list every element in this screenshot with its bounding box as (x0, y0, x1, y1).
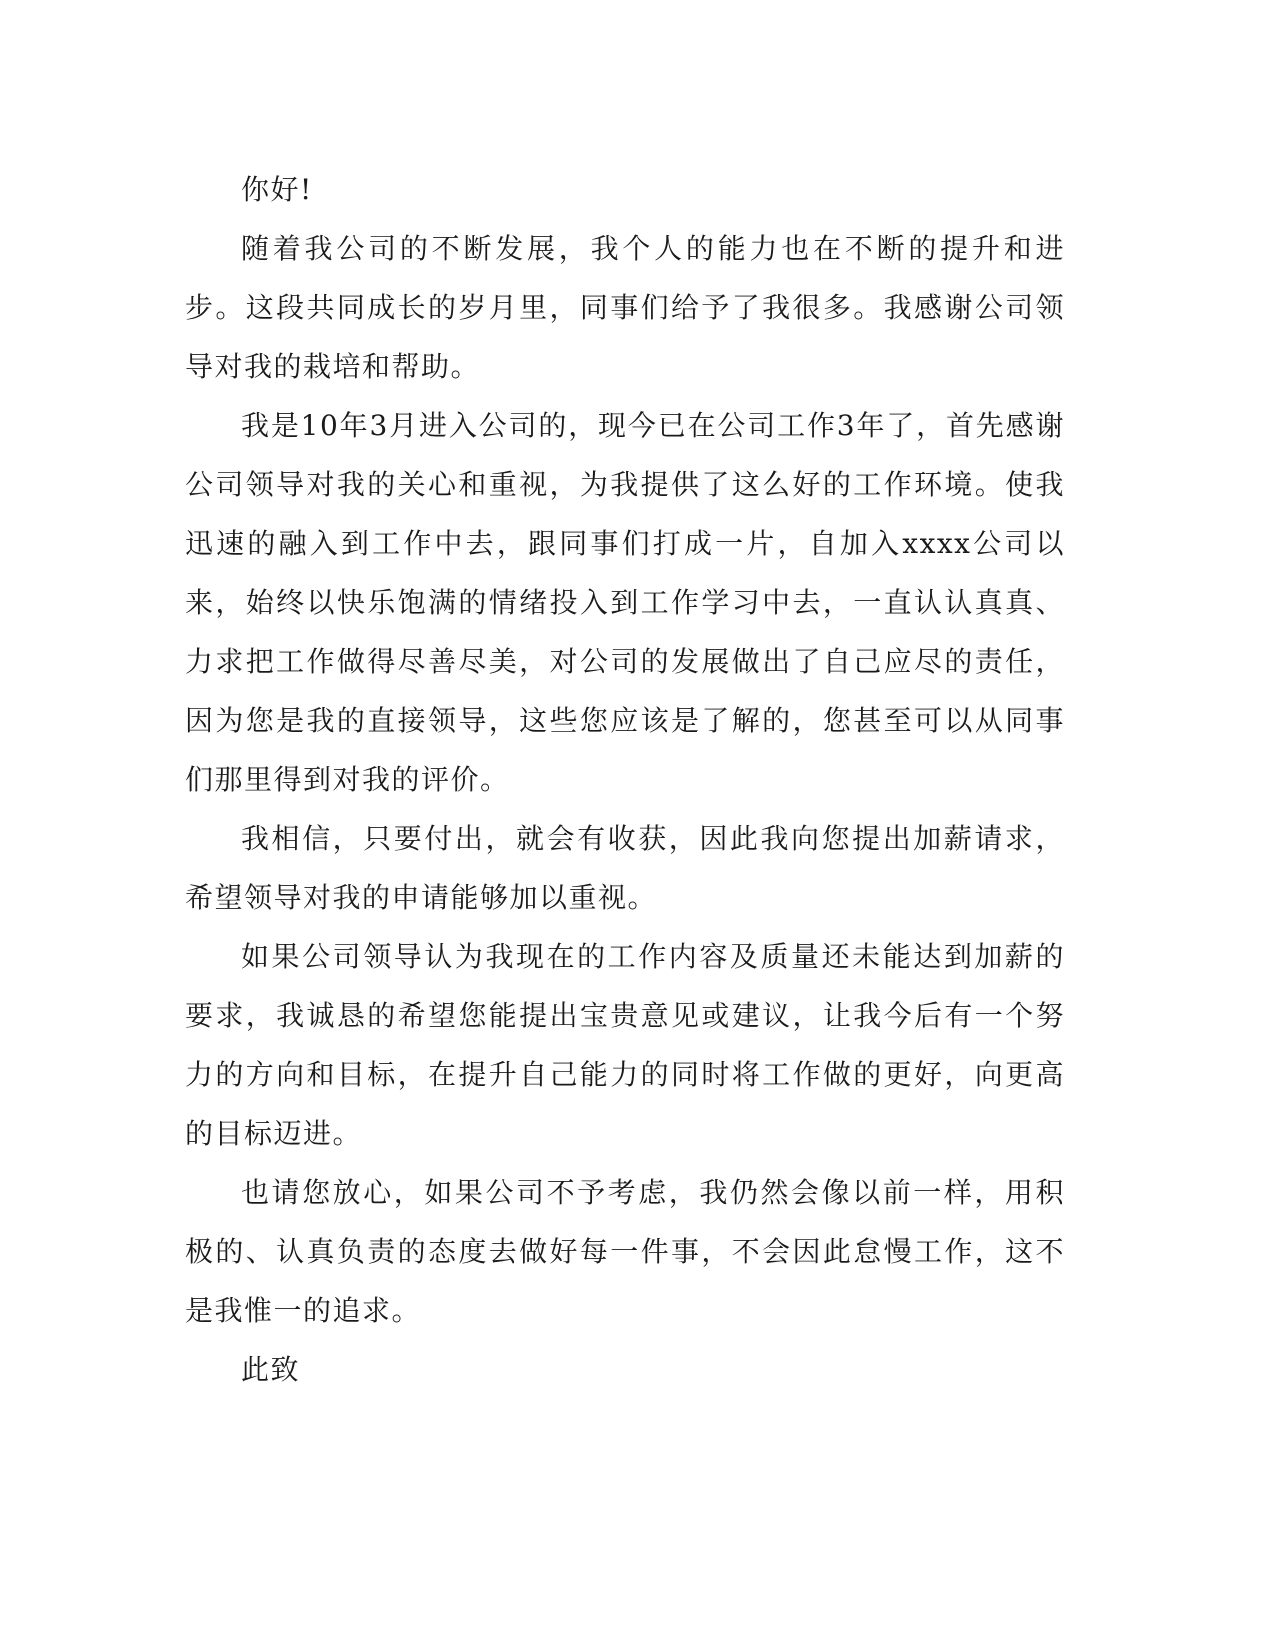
body-paragraph: 如果公司领导认为我现在的工作内容及质量还未能达到加薪的要求，我诚恳的希望您能提出宝贵意见或建议，让我今后有一个努力的方向和目标，在提升自己能力的同时将工作做的更好，向更高的目标迈进。 (185, 940, 1065, 1150)
greeting-paragraph: 你好! (241, 173, 313, 206)
body-paragraph: 我相信，只要付出，就会有收获，因此我向您提出加薪请求，希望领导对我的申请能够加以重视。 (185, 822, 1065, 914)
closing-paragraph: 此致 (241, 1353, 301, 1386)
body-paragraph: 我是10年3月进入公司的，现今已在公司工作3年了，首先感谢公司领导对我的关心和重视，为我提供了这么好的工作环境。使我迅速的融入到工作中去，跟同事们打成一片，自加入xxxx公司以来，始终以快乐饱满的情绪投入到工作学习中去，一直认认真真、力求把工作做得尽善尽美，对公司的发展做出了自己应尽的责任，因为您是我的直接领导，这些您应该是了解的，您甚至可以从同事们那里得到对我的评价。 (185, 409, 1065, 796)
body-paragraph: 也请您放心，如果公司不予考虑，我仍然会像以前一样，用积极的、认真负责的态度去做好每一件事，不会因此怠慢工作，这不是我惟一的追求。 (185, 1176, 1065, 1327)
letter-body (185, 160, 1065, 1399)
body-paragraph: 随着我公司的不断发展，我个人的能力也在不断的提升和进步。这段共同成长的岁月里，同事们给予了我很多。我感谢公司领导对我的栽培和帮助。 (185, 232, 1065, 383)
